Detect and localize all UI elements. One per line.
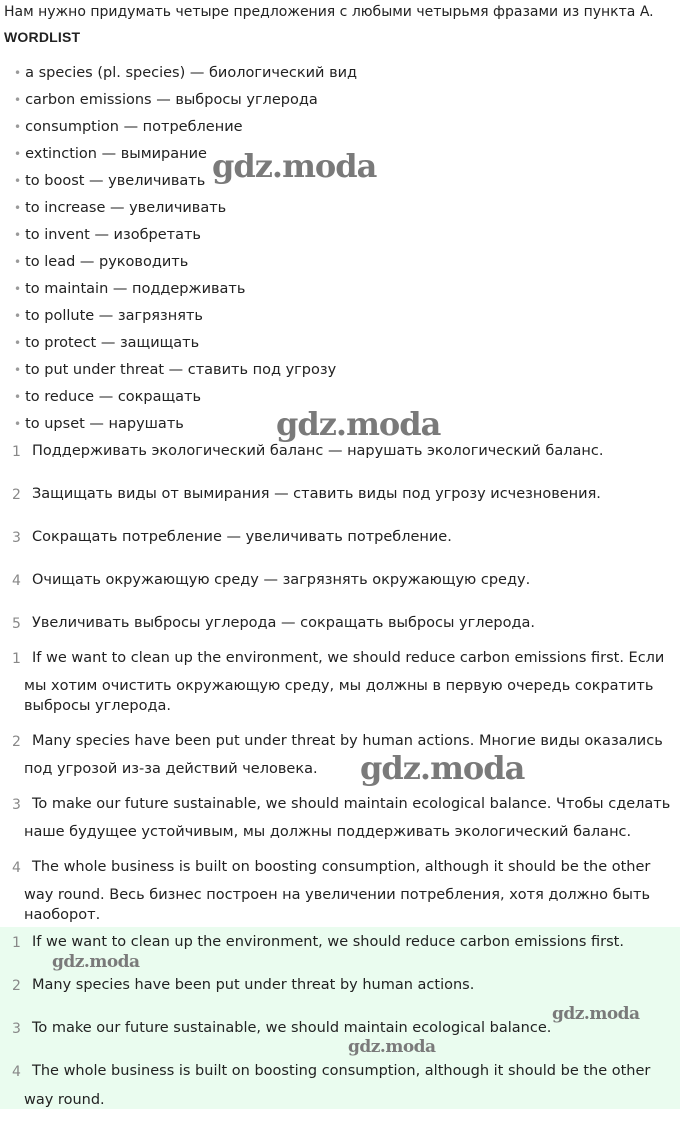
wordlist-item: • consumption — потребление [14,119,243,135]
answer-text: To make our future sustainable, we should maintain ecological balance. [32,1020,552,1036]
pair-text: Защищать виды от вымирания — ставить виды под угрозу исчезновения. [32,486,601,502]
bullet-icon: • [14,282,22,296]
bullet-icon: • [14,363,22,377]
sentence-text: To make our future sustainable, we should maintain ecological balance. Чтобы сделать [32,796,671,812]
pair-text: Сокращать потребление — увеличивать потребление. [32,529,452,545]
task-intro: Нам нужно придумать четыре предложения с любыми четырьмя фразами из пункта A. [4,4,654,20]
wordlist-item: • a species (pl. species) — биологический вид [14,65,358,81]
wordlist-item: • carbon emissions — выбросы углерода [14,92,318,108]
wordlist-item: • to increase — увеличивать [14,200,227,216]
sentence-text: наоборот. [24,907,101,923]
watermark: gdz.moda [348,1037,436,1057]
watermark: gdz.moda [52,952,140,972]
pair-number: 5 [12,616,21,632]
bullet-icon: • [14,201,22,215]
wordlist-item: • to maintain — поддерживать [14,281,246,297]
sentence-text: The whole business is built on boosting consumption, although it should be the other [32,859,651,875]
sentence-text: наше будущее устойчивым, мы должны поддерживать экологический баланс. [24,824,632,840]
wordlist-item: • to pollute — загрязнять [14,308,203,324]
answer-text: The whole business is built on boosting consumption, although it should be the other [32,1063,651,1079]
pair-number: 3 [12,530,21,546]
bullet-icon: • [14,174,22,188]
answer-number: 2 [12,978,21,994]
pair-text: Увеличивать выбросы углерода — сокращать выбросы углерода. [32,615,536,631]
answer-text: way round. [24,1092,105,1108]
answer-number: 4 [12,1064,21,1080]
wordlist-item: • to protect — защищать [14,335,200,351]
wordlist-item: • to invent — изобретать [14,227,201,243]
bullet-icon: • [14,147,22,161]
sentence-text: If we want to clean up the environment, we should reduce carbon emissions first. Если [32,650,665,666]
bullet-icon: • [14,93,22,107]
bullet-icon: • [14,390,22,404]
bullet-icon: • [14,228,22,242]
pair-text: Поддерживать экологический баланс — нарушать экологический баланс. [32,443,604,459]
pair-number: 1 [12,444,21,460]
wordlist-item: • to put under threat — ставить под угрозу [14,362,337,378]
sentence-text: Many species have been put under threat by human actions. Многие виды оказались [32,733,663,749]
bullet-icon: • [14,336,22,350]
sentence-text: way round. Весь бизнес построен на увеличении потребления, хотя должно быть [24,887,650,903]
wordlist-title: WORDLIST [4,29,81,45]
bullet-icon: • [14,255,22,269]
pair-number: 2 [12,487,21,503]
bullet-icon: • [14,66,22,80]
wordlist-item: • to lead — руководить [14,254,189,270]
watermark: gdz.moda [360,749,525,787]
watermark: gdz.moda [276,405,441,443]
sentence-text: под угрозой из-за действий человека. [24,761,318,777]
wordlist-item: • to reduce — сокращать [14,389,202,405]
answer-number: 1 [12,935,21,951]
sentence-text: выбросы углерода. [24,698,172,714]
answer-text: Many species have been put under threat by human actions. [32,977,475,993]
wordlist-item: • to boost — увеличивать [14,173,206,189]
answer-number: 3 [12,1021,21,1037]
bullet-icon: • [14,120,22,134]
pair-number: 4 [12,573,21,589]
wordlist-item: • extinction — вымирание [14,146,207,162]
watermark: gdz.moda [552,1004,640,1024]
wordlist-item: • to upset — нарушать [14,416,184,432]
bullet-icon: • [14,309,22,323]
watermark: gdz.moda [212,147,377,185]
bullet-icon: • [14,417,22,431]
sentence-number: 1 [12,651,21,667]
sentence-text: мы хотим очистить окружающую среду, мы должны в первую очередь сократить [24,678,654,694]
pair-text: Очищать окружающую среду — загрязнять окружающую среду. [32,572,531,588]
answer-text: If we want to clean up the environment, we should reduce carbon emissions first. [32,934,624,950]
sentence-number: 2 [12,734,21,750]
sentence-number: 3 [12,797,21,813]
sentence-number: 4 [12,860,21,876]
